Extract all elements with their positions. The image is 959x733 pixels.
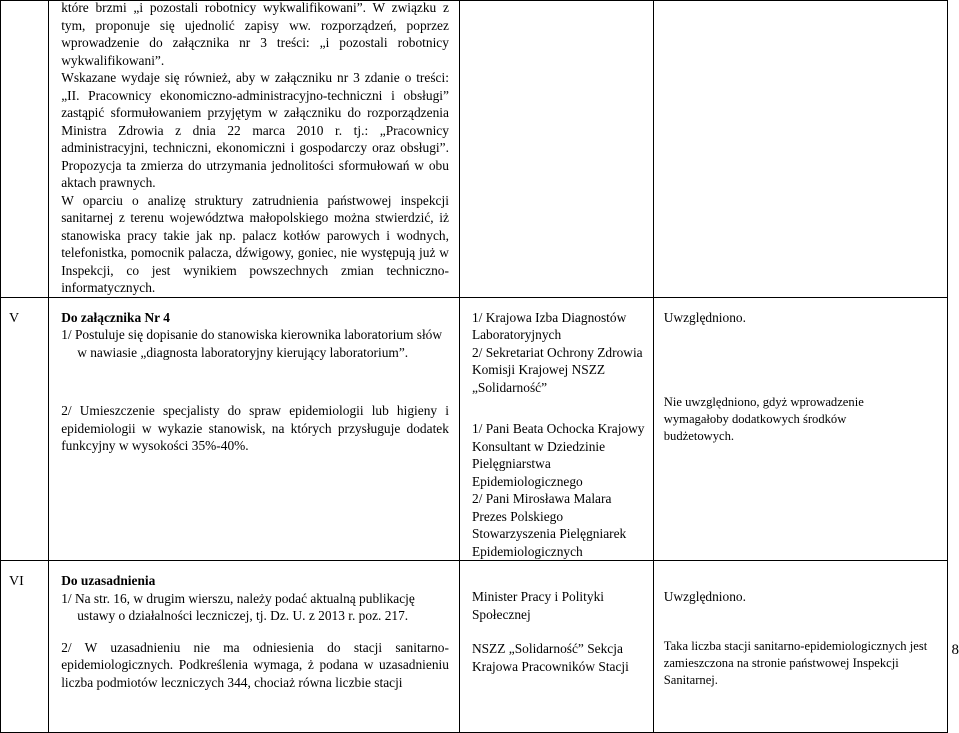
- section-heading: Do uzasadnienia: [61, 573, 156, 588]
- text-cell: [49, 1, 460, 298]
- result-cell: [653, 297, 947, 561]
- section-heading: Do załącznika Nr 4: [61, 309, 170, 325]
- item-text: 1/ Na str. 16, w drugim wierszu, należy podać aktualną publikację: [61, 590, 415, 606]
- text-cell: [49, 297, 460, 561]
- result-text: Nie uwzględniono, gdyż wprowadzenie wymagałoby dodatkowych środków budżetowych.: [663, 395, 864, 443]
- item-text: 2/ Umieszczenie specjalisty do spraw epidemiologii lub higieny i epidemiologii w wykazie stanowisk, na których przysługuje dodatek funkcyjny w wysokości 35%-40%.: [61, 403, 449, 453]
- source-cell: [459, 561, 653, 733]
- item-text: ustawy o działalności leczniczej, tj. Dz. U. z 2013 r. poz. 217.: [77, 608, 409, 623]
- item-text: 2/ W uzasadnieniu nie ma odniesienia do stacji sanitarno-epidemiologicznych. Podkreślenia wymaga, ż podana w uzasadnieniu liczba podmiotów leczniczych 344, chociaż równa liczbie stacji: [61, 639, 449, 690]
- source-text: NSZZ „Solidarność” Sekcja Krajowa Pracowników Stacji: [471, 641, 629, 674]
- table-row: [1, 1, 948, 298]
- source-text: 2/ Sekretariat Ochrony Zdrowia Komisji Krajowej NSZZ „Solidarność”: [471, 344, 643, 395]
- paragraph: Wskazane wydaje się również, aby w załączniku nr 3 zdanie o treści: „II. Pracownicy ekonomiczno-administracyjno-techniczni i obsługi” zastąpić sformułowaniem przyjętym w załączniku do rozporządzenia Ministra Zdrowia z dnia 22 marca 2010 r. tj.: „Pracownicy administracyjni, techniczni, ekonomiczni i gospodarczy oraz obsługi”. Propozycja ta zmierza do utrzymania jednolitości sformułowań w obu aktach prawnych.: [61, 70, 449, 190]
- source-cell: [459, 1, 653, 298]
- section-number: VI: [1, 561, 49, 733]
- result-text: Uwzględniono.: [663, 309, 746, 325]
- source-cell: [459, 297, 653, 561]
- source-text: Minister Pracy i Polityki Społecznej: [471, 589, 604, 622]
- table-row: [1, 561, 948, 733]
- item-text: 1/ Postuluje się dopisanie do stanowiska kierownika laboratorium słów: [61, 327, 443, 342]
- source-text: 1/ Krajowa Izba Diagnostów Laboratoryjnych: [471, 309, 627, 342]
- source-text: 2/ Pani Mirosława Malara Prezes Polskiego Stowarzyszenia Pielęgniarek Epidemiologicznych: [471, 491, 627, 559]
- result-cell: [653, 561, 947, 733]
- page-number: 8: [951, 642, 959, 658]
- result-text: Taka liczba stacji sanitarno-epidemiologicznych jest zamieszczona na stronie państwowej Inspekcji Sanitarnej.: [663, 638, 928, 687]
- result-text: Uwzględniono.: [663, 589, 746, 604]
- paragraph: W oparciu o analizę struktury zatrudnienia państwowej inspekcji sanitarnej z terenu województwa małopolskiego można stwierdzić, iż stanowiska pracy takie jak np. palacz kotłów parowych i wodnych, telefonistka, pomocnik palacza, dźwigowy, goniec, nie występują już w Inspekcji, co jest wynikiem powszechnych zmian techniczno-informatycznych.: [61, 192, 449, 295]
- row-number-cell: [1, 1, 49, 298]
- result-cell: [653, 1, 947, 298]
- paragraph: które brzmi „i pozostali robotnicy wykwalifikowani”. W związku z tym, proponuje się ujednolić zapisy ww. rozporządzeń, poprzez wprowadzenie do załącznika nr 3 treści: „i pozostali robotnicy wykwalifikowani”.: [61, 0, 449, 68]
- text-cell: [49, 561, 460, 733]
- source-text: 1/ Pani Beata Ochocka Krajowy Konsultant w Dziedzinie Pielęgniarstwa Epidemiologicznego: [471, 421, 645, 489]
- section-number: V: [1, 297, 49, 561]
- table-row: [1, 297, 948, 561]
- item-text: w nawiasie „diagnosta laboratoryjny kierujący laboratorium”.: [77, 344, 409, 360]
